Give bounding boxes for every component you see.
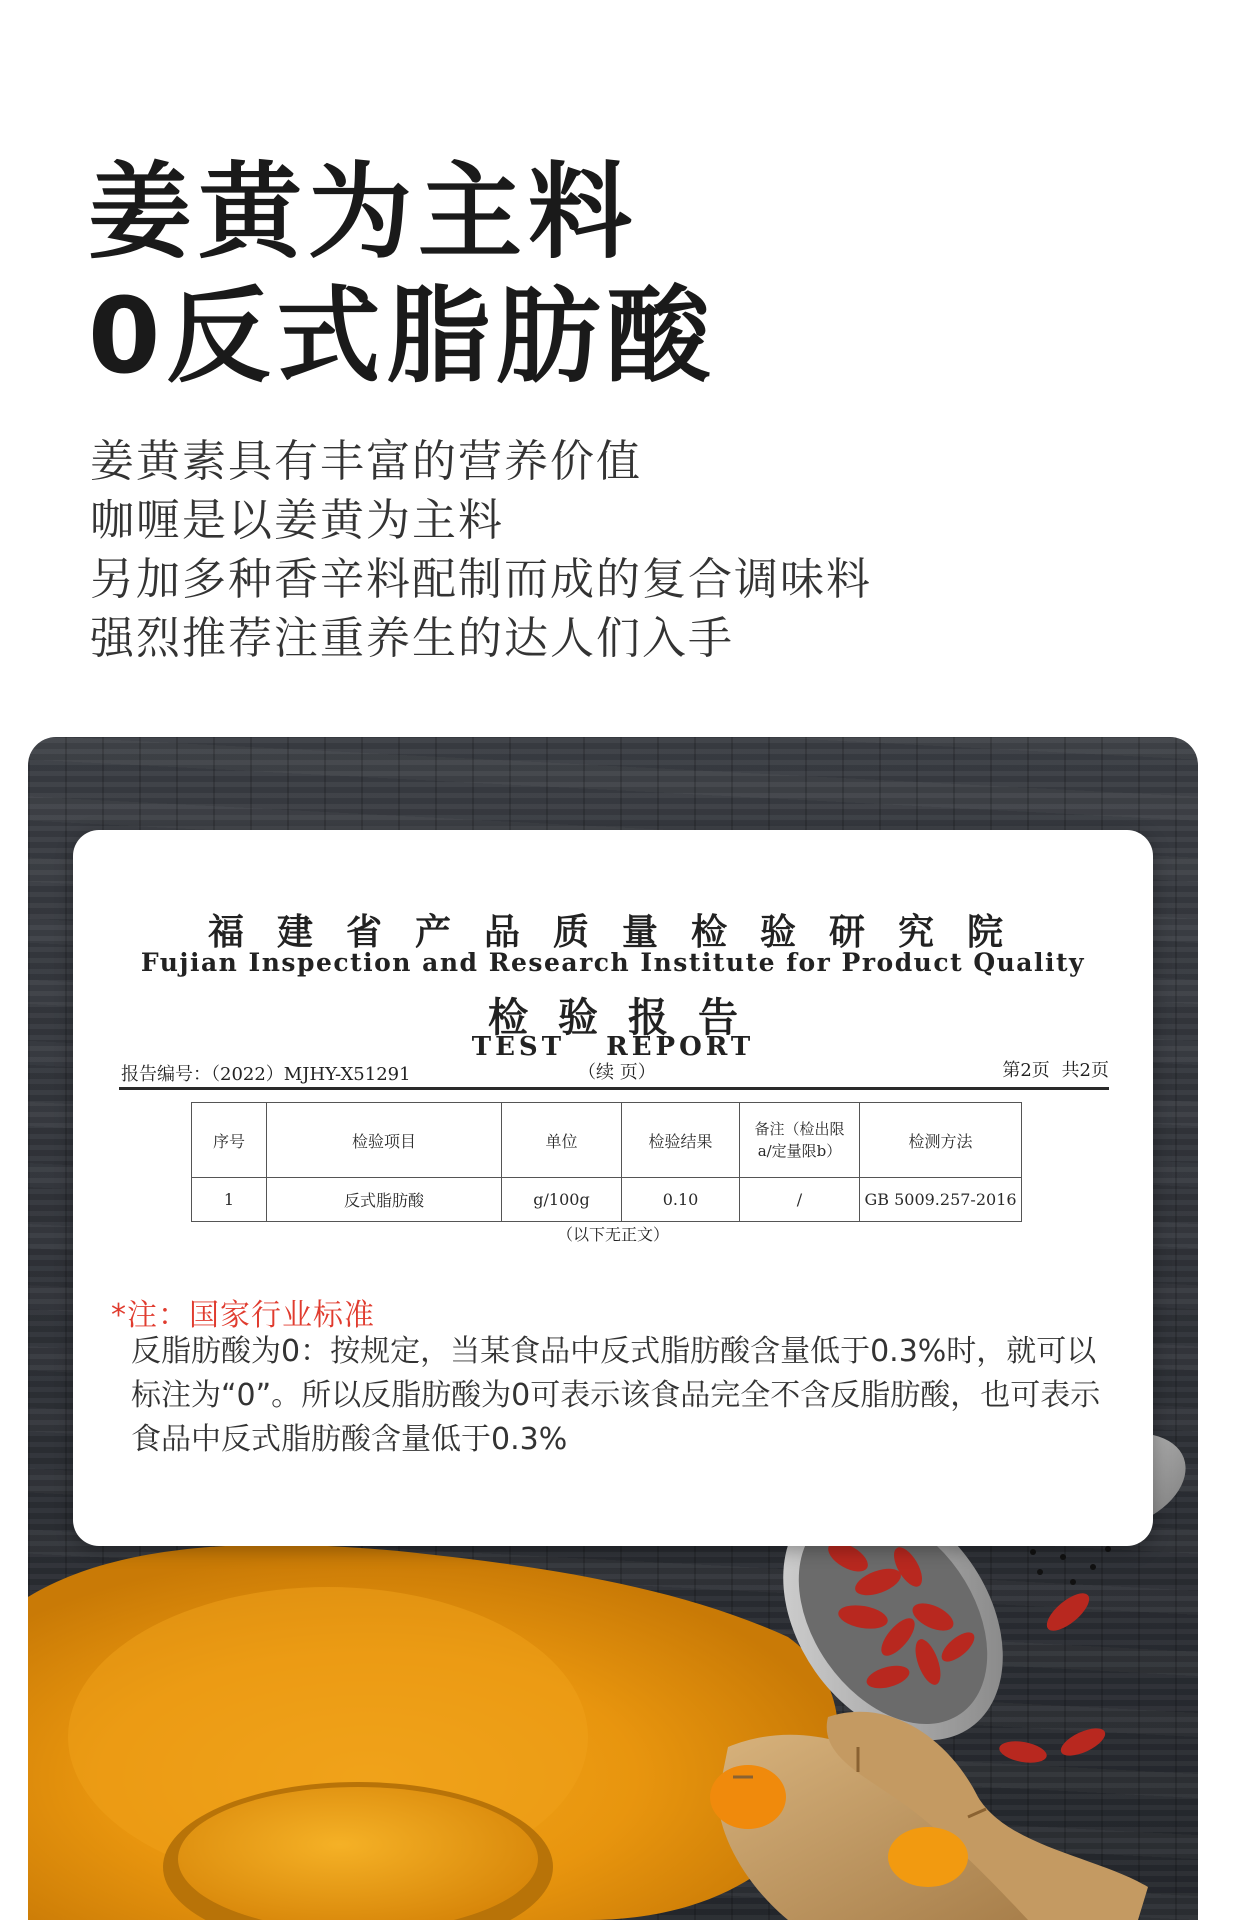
table-row (192, 1178, 1022, 1222)
result-table (191, 1102, 1022, 1222)
note-body: 反脂肪酸为0：按规定，当某食品中反式脂肪酸含量低于0.3%时，就可以标注为“0”。所以反脂肪酸为0可表示该食品完全不含反脂肪酸，也可表示食品中反式脂肪酸含量低于0.3% (131, 1334, 1101, 1457)
note-title: *注：国家行业标准 (111, 1298, 375, 1333)
spice-photo (28, 737, 1198, 1920)
institute-name-cn: 福建省产品质量检验研究院 (207, 911, 1036, 953)
header-cell: 单位 (502, 1103, 622, 1178)
table-cell: / (740, 1178, 860, 1222)
intro-line-2: 咖喱是以姜黄为主料 (90, 495, 504, 546)
table-cell: 反式脂肪酸 (267, 1178, 502, 1222)
report-continued: （续 页） (578, 1062, 656, 1083)
header-cell: 检验结果 (622, 1103, 740, 1178)
header-cell: 序号 (192, 1103, 267, 1178)
no-more-text: （以下无正文） (556, 1225, 669, 1244)
report-number: 报告编号：（2022）MJHY-X51291 (121, 1064, 411, 1085)
report-title-en: TEST REPORT (471, 1032, 755, 1062)
table-cell: GB 5009.257-2016 (860, 1178, 1022, 1222)
headline-line-2: 0反式脂肪酸 (88, 275, 717, 397)
intro-line-3: 另加多种香辛料配制而成的复合调味料 (90, 554, 872, 605)
header-cell: 检测方法 (860, 1103, 1022, 1178)
header-cell: 检验项目 (267, 1103, 502, 1178)
table-cell: 0.10 (622, 1178, 740, 1222)
report-page-count: 第2页 共2页 (1002, 1060, 1109, 1081)
intro-line-1: 姜黄素具有丰富的营养价值 (90, 436, 642, 487)
header-cell: 备注（检出限a/定量限b） (740, 1103, 860, 1178)
page-headline (88, 150, 716, 398)
intro-text (90, 432, 872, 668)
report-divider (119, 1087, 1109, 1090)
intro-line-4: 强烈推荐注重养生的达人们入手 (90, 613, 734, 664)
headline-line-1: 姜黄为主料 (88, 151, 639, 273)
institute-name-en: Fujian Inspection and Research Institute for Product Quality (140, 948, 1086, 977)
table-header-row (192, 1103, 1022, 1178)
table-cell: 1 (192, 1178, 267, 1222)
test-report-card (73, 830, 1153, 1546)
report-title-cn: 检验报告 (488, 994, 768, 1041)
table-cell: g/100g (502, 1178, 622, 1222)
